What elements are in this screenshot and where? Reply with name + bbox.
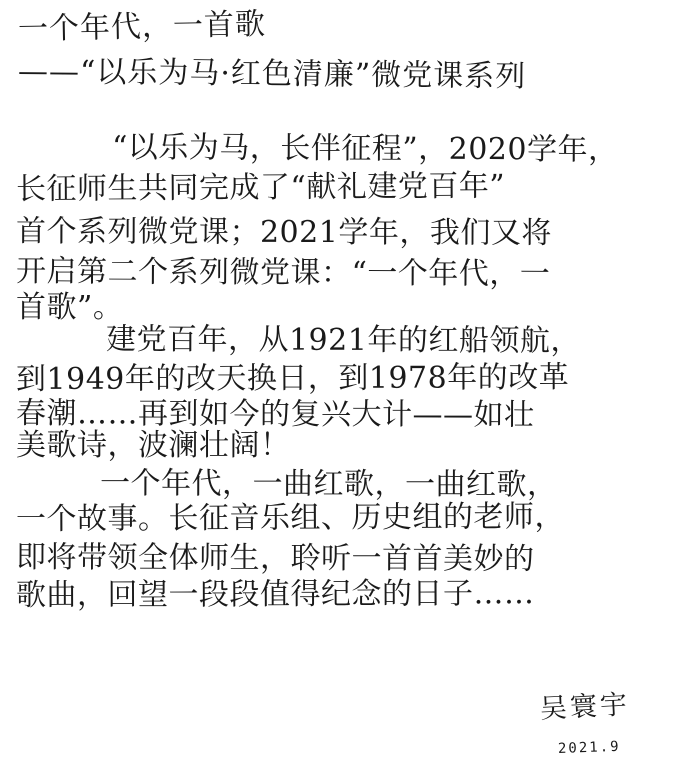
- text-line: 建党百年，从1921年的红船领航，: [105, 322, 581, 359]
- text-line: 歌曲，回望一段段值得纪念的日子……: [15, 576, 535, 613]
- text-line: 长征师生共同完成了“献礼建党百年”: [15, 168, 506, 207]
- text-line: 开启第二个系列微党课：“一个年代，一: [15, 254, 551, 292]
- page-title: 一个年代，一首歌: [17, 6, 267, 47]
- signature-date: 2021.9: [557, 738, 621, 757]
- text-line: 春潮……再到如今的复兴大计——如壮: [15, 396, 535, 433]
- author-signature: 吴寰宇: [539, 689, 631, 725]
- text-line: 即将带领全体师生，聆听一首首美妙的: [15, 540, 535, 577]
- text-line: 美歌诗，波澜壮阔！: [16, 428, 291, 463]
- page-subtitle: ——“以乐为马·红色清廉”微党课系列: [17, 54, 527, 95]
- text-line: 首个系列微党课；2021学年，我们又将: [15, 214, 552, 251]
- text-line: 到1949年的改天换日，到1978年的改革: [15, 360, 570, 397]
- text-line: 首歌”。: [16, 290, 124, 325]
- text-line: 一个故事。长征音乐组、历史组的老师，: [15, 499, 566, 537]
- text-line: “以乐为马，长伴征程”，2020学年，: [111, 130, 619, 168]
- text-line: 一个年代，一曲红歌，一曲红歌，: [99, 466, 558, 503]
